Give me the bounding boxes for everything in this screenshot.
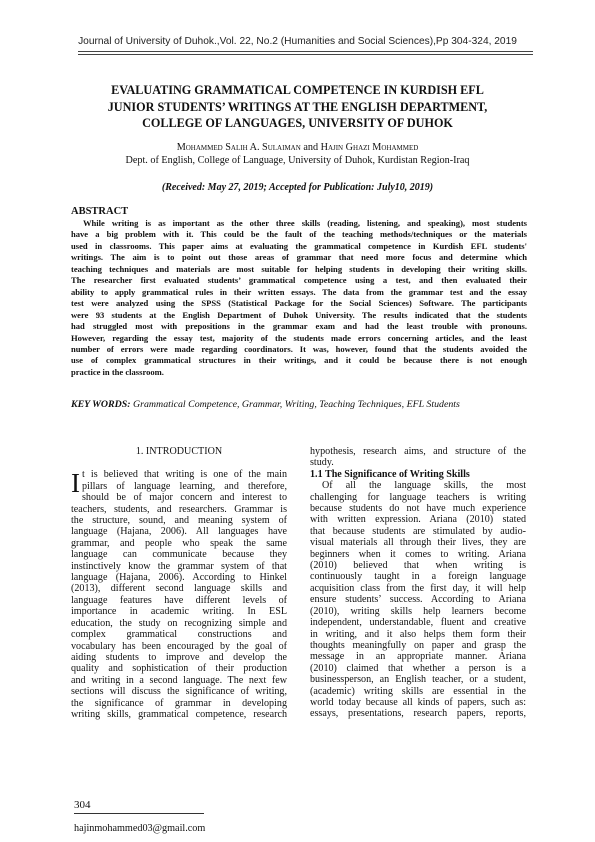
abstract-line: number of errors were made regarding coordinators. It was, however, found that the students avoided the	[71, 343, 527, 354]
footnote-email[interactable]: hajinmohammed03@gmail.com	[74, 823, 206, 834]
section-heading-introduction: 1. INTRODUCTION	[135, 446, 223, 457]
body-line: independent, understandable, fluent and creative	[310, 617, 526, 629]
author-conjunction: and	[303, 142, 319, 153]
body-line: sections will discuss the significance of writing,	[71, 686, 287, 698]
body-line: world today because all kinds of papers, such as:	[310, 696, 526, 708]
title-line: JUNIOR STUDENTS’ WRITINGS AT THE ENGLISH DEPARTMENT,	[107, 99, 488, 114]
body-line: Of all the language skills, the most	[322, 480, 526, 492]
abstract-line: test were analyzed using the SPSS (Statistical Package for the Social Sciences) Software. The participants	[71, 298, 527, 309]
body-line: that because students are stimulated by audio-	[310, 525, 526, 537]
body-line: should be of major concern and interest to	[82, 492, 287, 504]
body-line: beginners when it comes to writing. Ariana	[310, 548, 526, 560]
body-line: acquisition class from the first day, it will help	[310, 582, 526, 594]
body-line: businessperson, an English teacher, or a student,	[310, 674, 526, 686]
body-line: ensure students’ success. According to Ariana	[310, 594, 526, 606]
author-affiliation: Dept. of English, College of Language, University of Duhok, Kurdistan Region-Iraq	[125, 155, 470, 166]
right-column	[310, 446, 526, 720]
body-line: writing skills, grammatical competence, research	[71, 708, 287, 720]
body-line: (2010) believed that when writing is	[310, 560, 526, 572]
abstract-line: writings. The aim is to point out those areas of grammar that need more focus and determine which	[71, 252, 527, 263]
body-line: continuously taught in a foreign language	[310, 571, 526, 583]
body-line: (2013), different second language skills and	[71, 583, 287, 595]
body-line: teachers, students, and researchers. Grammar is	[71, 503, 287, 515]
header-rule-top	[78, 51, 533, 52]
abstract-heading: ABSTRACT	[71, 206, 129, 217]
body-line: (academic) writing skills are essential in the	[310, 685, 526, 697]
page-number: 304	[74, 799, 91, 811]
body-line: vocabulary has been encouraged by the goal of	[71, 640, 287, 652]
body-line: study.	[310, 457, 334, 469]
abstract-line: teaching techniques and materials are most suitable for helping students in developing their writing skills.	[71, 263, 527, 274]
abstract-body	[71, 218, 527, 378]
body-line: and writing in a second language. The next few	[71, 674, 287, 686]
abstract-line: were 93 students at the English Department of Duhok University. The results indicated that the students	[71, 309, 527, 320]
body-line: education, the study on recognizing simple and	[71, 617, 287, 629]
body-line: (2010) claimed that whether a person is a	[310, 662, 526, 674]
body-line: the structure, sound, and meaning system of	[71, 515, 287, 527]
body-line: visual materials all through their lives, they are	[310, 537, 526, 549]
author-name: Hajin Ghazi Mohammed	[320, 142, 419, 153]
body-line: message in an appropriate manner. Ariana	[310, 651, 526, 663]
abstract-line: practice in the classroom.	[71, 366, 164, 377]
journal-header: Journal of University of Duhok.,Vol. 22, No.2 (Humanities and Social Sciences),Pp 304-324, 2019	[78, 36, 517, 47]
body-line: language (Hajana, 2006). All languages have	[71, 526, 287, 538]
keywords-value: Grammatical Competence, Grammar, Writing, Teaching Techniques, EFL Students	[133, 399, 460, 410]
abstract-line: used in classrooms. This paper aims at evaluating the grammatical competence in Kurdish EFL students'	[71, 240, 527, 251]
body-line: complex grammatical constructions and	[71, 629, 287, 641]
body-line: because students do not have much experience	[310, 503, 526, 515]
intro-column	[71, 446, 287, 720]
abstract-line: had struggled most with prepositions in the grammar exam and had the least trouble with pronouns.	[71, 321, 527, 332]
abstract-line: However, regarding the essay test, majority of the students made errors concerning articles, and the least	[71, 332, 527, 343]
body-line: grammar, and people who speak the same	[71, 537, 287, 549]
title-line: COLLEGE OF LANGUAGES, UNIVERSITY OF DUHOK	[142, 116, 453, 130]
footnote-rule	[74, 813, 204, 814]
body-line: essays, presentations, research papers, reports,	[310, 708, 526, 720]
body-line: in writing, and it also helps them form their	[310, 628, 526, 640]
paper-title	[60, 82, 535, 132]
header-rule-bottom	[78, 54, 533, 55]
abstract-line: While writing is as important as the other three skills (reading, listening, and speaking), most students	[83, 218, 527, 228]
body-line: hypothesis, research aims, and structure of the	[310, 446, 526, 457]
body-line: t is believed that writing is one of the main	[82, 469, 287, 481]
body-line: pillars of language learning, and therefore,	[82, 480, 287, 492]
abstract-line: use of complex grammatical structures in their writings, and it could be because there is not enough	[71, 355, 527, 366]
body-line: (2010), writing skills help learners become	[310, 605, 526, 617]
received-dates: (Received: May 27, 2019; Accepted for Publication: July10, 2019)	[161, 182, 434, 193]
keywords	[71, 399, 460, 410]
body-line: thoughts meaningfully on paper and grasp the	[310, 639, 526, 651]
body-line: aiding students to improve and develop the	[71, 651, 287, 663]
body-line: importance in academic writing. In ESL	[71, 606, 287, 618]
body-line: language features have different levels of	[71, 594, 287, 606]
subsection-heading-writing-skills: 1.1 The Significance of Writing Skills	[310, 468, 470, 480]
body-line: quality and sophistication of their production	[71, 663, 287, 675]
abstract-line: have a big problem with it. This could be the fault of the teaching methods/techniques or the materials	[71, 229, 527, 240]
body-line: language can communicate because they	[71, 549, 287, 561]
body-line: challenging for language teachers is writing	[310, 491, 526, 503]
body-line: with written expression. Ariana (2010) stated	[310, 514, 526, 526]
abstract-line: ability to apply grammatical rules in their written essays. The data from the grammar test and the essay	[71, 286, 527, 297]
abstract-line: The researcher first evaluated students’ grammatical competence using a test, and then evaluated their	[71, 275, 527, 286]
drop-cap: I	[71, 468, 80, 499]
author-block	[0, 141, 595, 167]
author-name: Mohammed Salih A. Sulaiman	[176, 142, 301, 153]
body-line: the significance of grammar in developing	[71, 697, 287, 709]
body-line: instinctively know the grammar system of that	[71, 560, 287, 572]
body-line: language (Hajana, 2006). According to Hinkel	[71, 572, 287, 584]
title-line: EVALUATING GRAMMATICAL COMPETENCE IN KURDISH EFL	[111, 83, 484, 97]
keywords-label: KEY WORDS:	[71, 399, 131, 410]
